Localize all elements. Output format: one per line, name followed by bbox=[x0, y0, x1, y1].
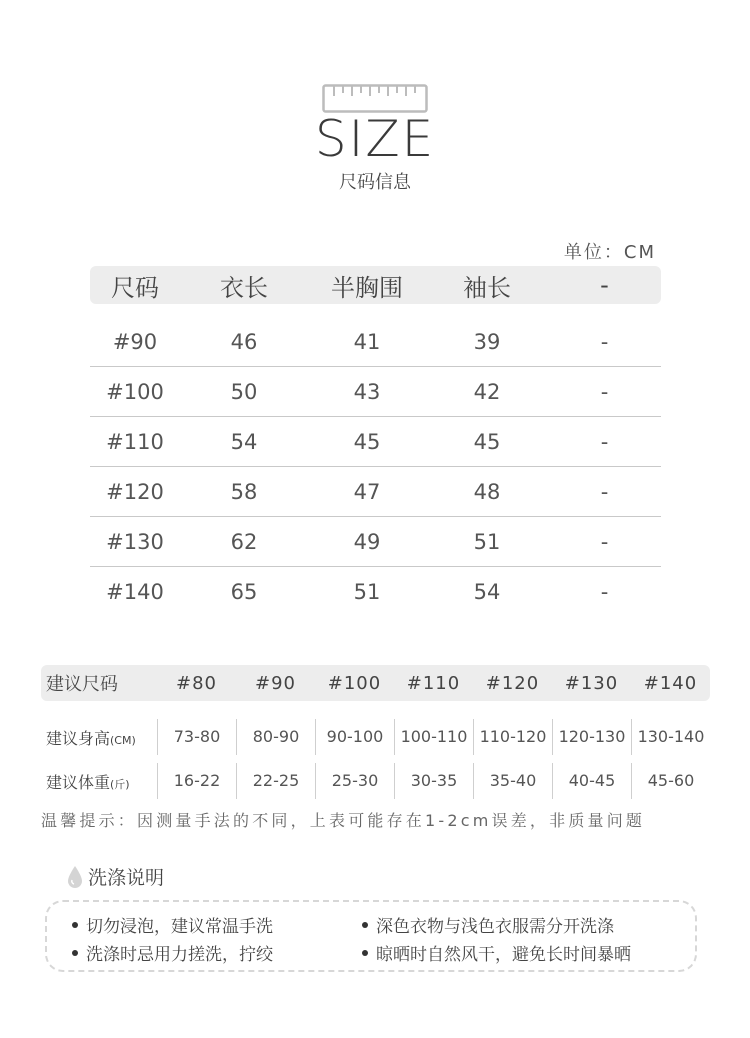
column-header: 衣长 bbox=[220, 273, 268, 302]
weight-cell: 35-40 bbox=[473, 763, 552, 799]
table-cell: 65 bbox=[230, 580, 258, 604]
recommend-size: #100 bbox=[327, 672, 382, 694]
table-cell: 48 bbox=[473, 479, 501, 504]
column-header: 袖长 bbox=[463, 273, 511, 302]
table-row bbox=[90, 467, 661, 517]
size-table bbox=[90, 266, 661, 617]
height-cell: 120-130 bbox=[552, 719, 631, 755]
height-cell: 110-120 bbox=[473, 719, 552, 755]
table-cell: 51 bbox=[353, 580, 381, 604]
table-cell: - bbox=[600, 329, 609, 354]
size-subtitle: 尺码信息 bbox=[339, 172, 411, 193]
table-cell: 62 bbox=[230, 529, 258, 554]
recommend-size: #90 bbox=[255, 672, 296, 694]
column-header: - bbox=[600, 271, 609, 299]
table-row bbox=[90, 367, 661, 417]
wash-item-text: 切勿浸泡，建议常温手洗 bbox=[86, 917, 273, 937]
table-cell: 50 bbox=[230, 379, 258, 404]
wash-item bbox=[362, 912, 614, 937]
height-cell: 90-100 bbox=[315, 719, 394, 755]
table-cell: 54 bbox=[473, 580, 501, 604]
recommend-size: #110 bbox=[406, 672, 461, 694]
recommend-table-header bbox=[41, 665, 710, 701]
table-row bbox=[90, 317, 661, 367]
size-title: SIZE bbox=[314, 110, 436, 168]
weight-cell: 25-30 bbox=[315, 763, 394, 799]
table-cell: 47 bbox=[353, 479, 381, 504]
water-drop-icon bbox=[66, 865, 84, 889]
height-row bbox=[41, 715, 710, 759]
weight-label-text: 建议体重 bbox=[46, 772, 111, 792]
table-cell: #130 bbox=[106, 529, 164, 554]
bullet-icon bbox=[72, 922, 78, 928]
size-table-header bbox=[90, 266, 661, 304]
table-cell: 58 bbox=[230, 479, 258, 504]
bullet-icon bbox=[72, 950, 78, 956]
weight-cell: 22-25 bbox=[236, 763, 315, 799]
table-cell: 49 bbox=[353, 529, 381, 554]
table-cell: 45 bbox=[353, 429, 381, 454]
recommend-size: #130 bbox=[564, 672, 619, 694]
table-cell: #140 bbox=[106, 580, 164, 604]
height-cell: 130-140 bbox=[631, 719, 710, 755]
table-row bbox=[90, 517, 661, 567]
height-cell: 100-110 bbox=[394, 719, 473, 755]
table-cell: - bbox=[600, 580, 609, 604]
wash-title-text: 洗涤说明 bbox=[88, 867, 165, 889]
table-cell: #110 bbox=[106, 429, 164, 454]
wash-item-text: 洗涤时忌用力搓洗，拧绞 bbox=[86, 945, 273, 965]
table-cell: #100 bbox=[106, 379, 164, 404]
weight-cell: 40-45 bbox=[552, 763, 631, 799]
column-header: 尺码 bbox=[111, 273, 159, 302]
table-cell: 51 bbox=[473, 529, 501, 554]
wash-item bbox=[72, 912, 273, 937]
recommend-size: #140 bbox=[643, 672, 698, 694]
unit-label: 单位：CM bbox=[563, 242, 656, 263]
table-row bbox=[90, 567, 661, 617]
table-cell: - bbox=[600, 529, 609, 554]
table-cell: 41 bbox=[353, 329, 381, 354]
bullet-icon bbox=[362, 922, 368, 928]
wash-item bbox=[72, 940, 273, 965]
weight-cell: 16-22 bbox=[157, 763, 236, 799]
wash-title bbox=[66, 863, 164, 890]
table-cell: #90 bbox=[112, 329, 158, 354]
wash-item-text: 深色衣物与浅色衣服需分开洗涤 bbox=[376, 917, 614, 937]
height-cell: 73-80 bbox=[157, 719, 236, 755]
tip-text: 温馨提示：因测量手法的不同，上表可能存在1-2cm误差，非质量问题 bbox=[41, 811, 646, 830]
recommend-size: #120 bbox=[485, 672, 540, 694]
table-cell: 45 bbox=[473, 429, 501, 454]
height-label bbox=[41, 726, 157, 749]
bullet-icon bbox=[362, 950, 368, 956]
table-cell: 54 bbox=[230, 429, 258, 454]
table-cell: 39 bbox=[473, 329, 501, 354]
recommend-table bbox=[41, 665, 710, 803]
table-cell: - bbox=[600, 479, 609, 504]
weight-label bbox=[41, 770, 157, 793]
table-cell: - bbox=[600, 379, 609, 404]
weight-cell: 45-60 bbox=[631, 763, 710, 799]
column-header: 半胸围 bbox=[331, 273, 403, 302]
height-label-text: 建议身高 bbox=[46, 728, 111, 748]
table-cell: 43 bbox=[353, 379, 381, 404]
height-cell: 80-90 bbox=[236, 719, 315, 755]
recommend-size: #80 bbox=[176, 672, 217, 694]
table-cell: 46 bbox=[230, 329, 258, 354]
recommend-size-label: 建议尺码 bbox=[46, 674, 118, 695]
weight-row bbox=[41, 759, 710, 803]
table-cell: #120 bbox=[106, 479, 164, 504]
height-unit: (CM) bbox=[110, 733, 136, 747]
wash-item-text: 晾晒时自然风干，避免长时间暴晒 bbox=[376, 945, 631, 965]
weight-unit: (斤) bbox=[110, 777, 130, 791]
table-row bbox=[90, 417, 661, 467]
table-cell: 42 bbox=[473, 379, 501, 404]
weight-cell: 30-35 bbox=[394, 763, 473, 799]
wash-item bbox=[362, 940, 631, 965]
table-cell: - bbox=[600, 429, 609, 454]
